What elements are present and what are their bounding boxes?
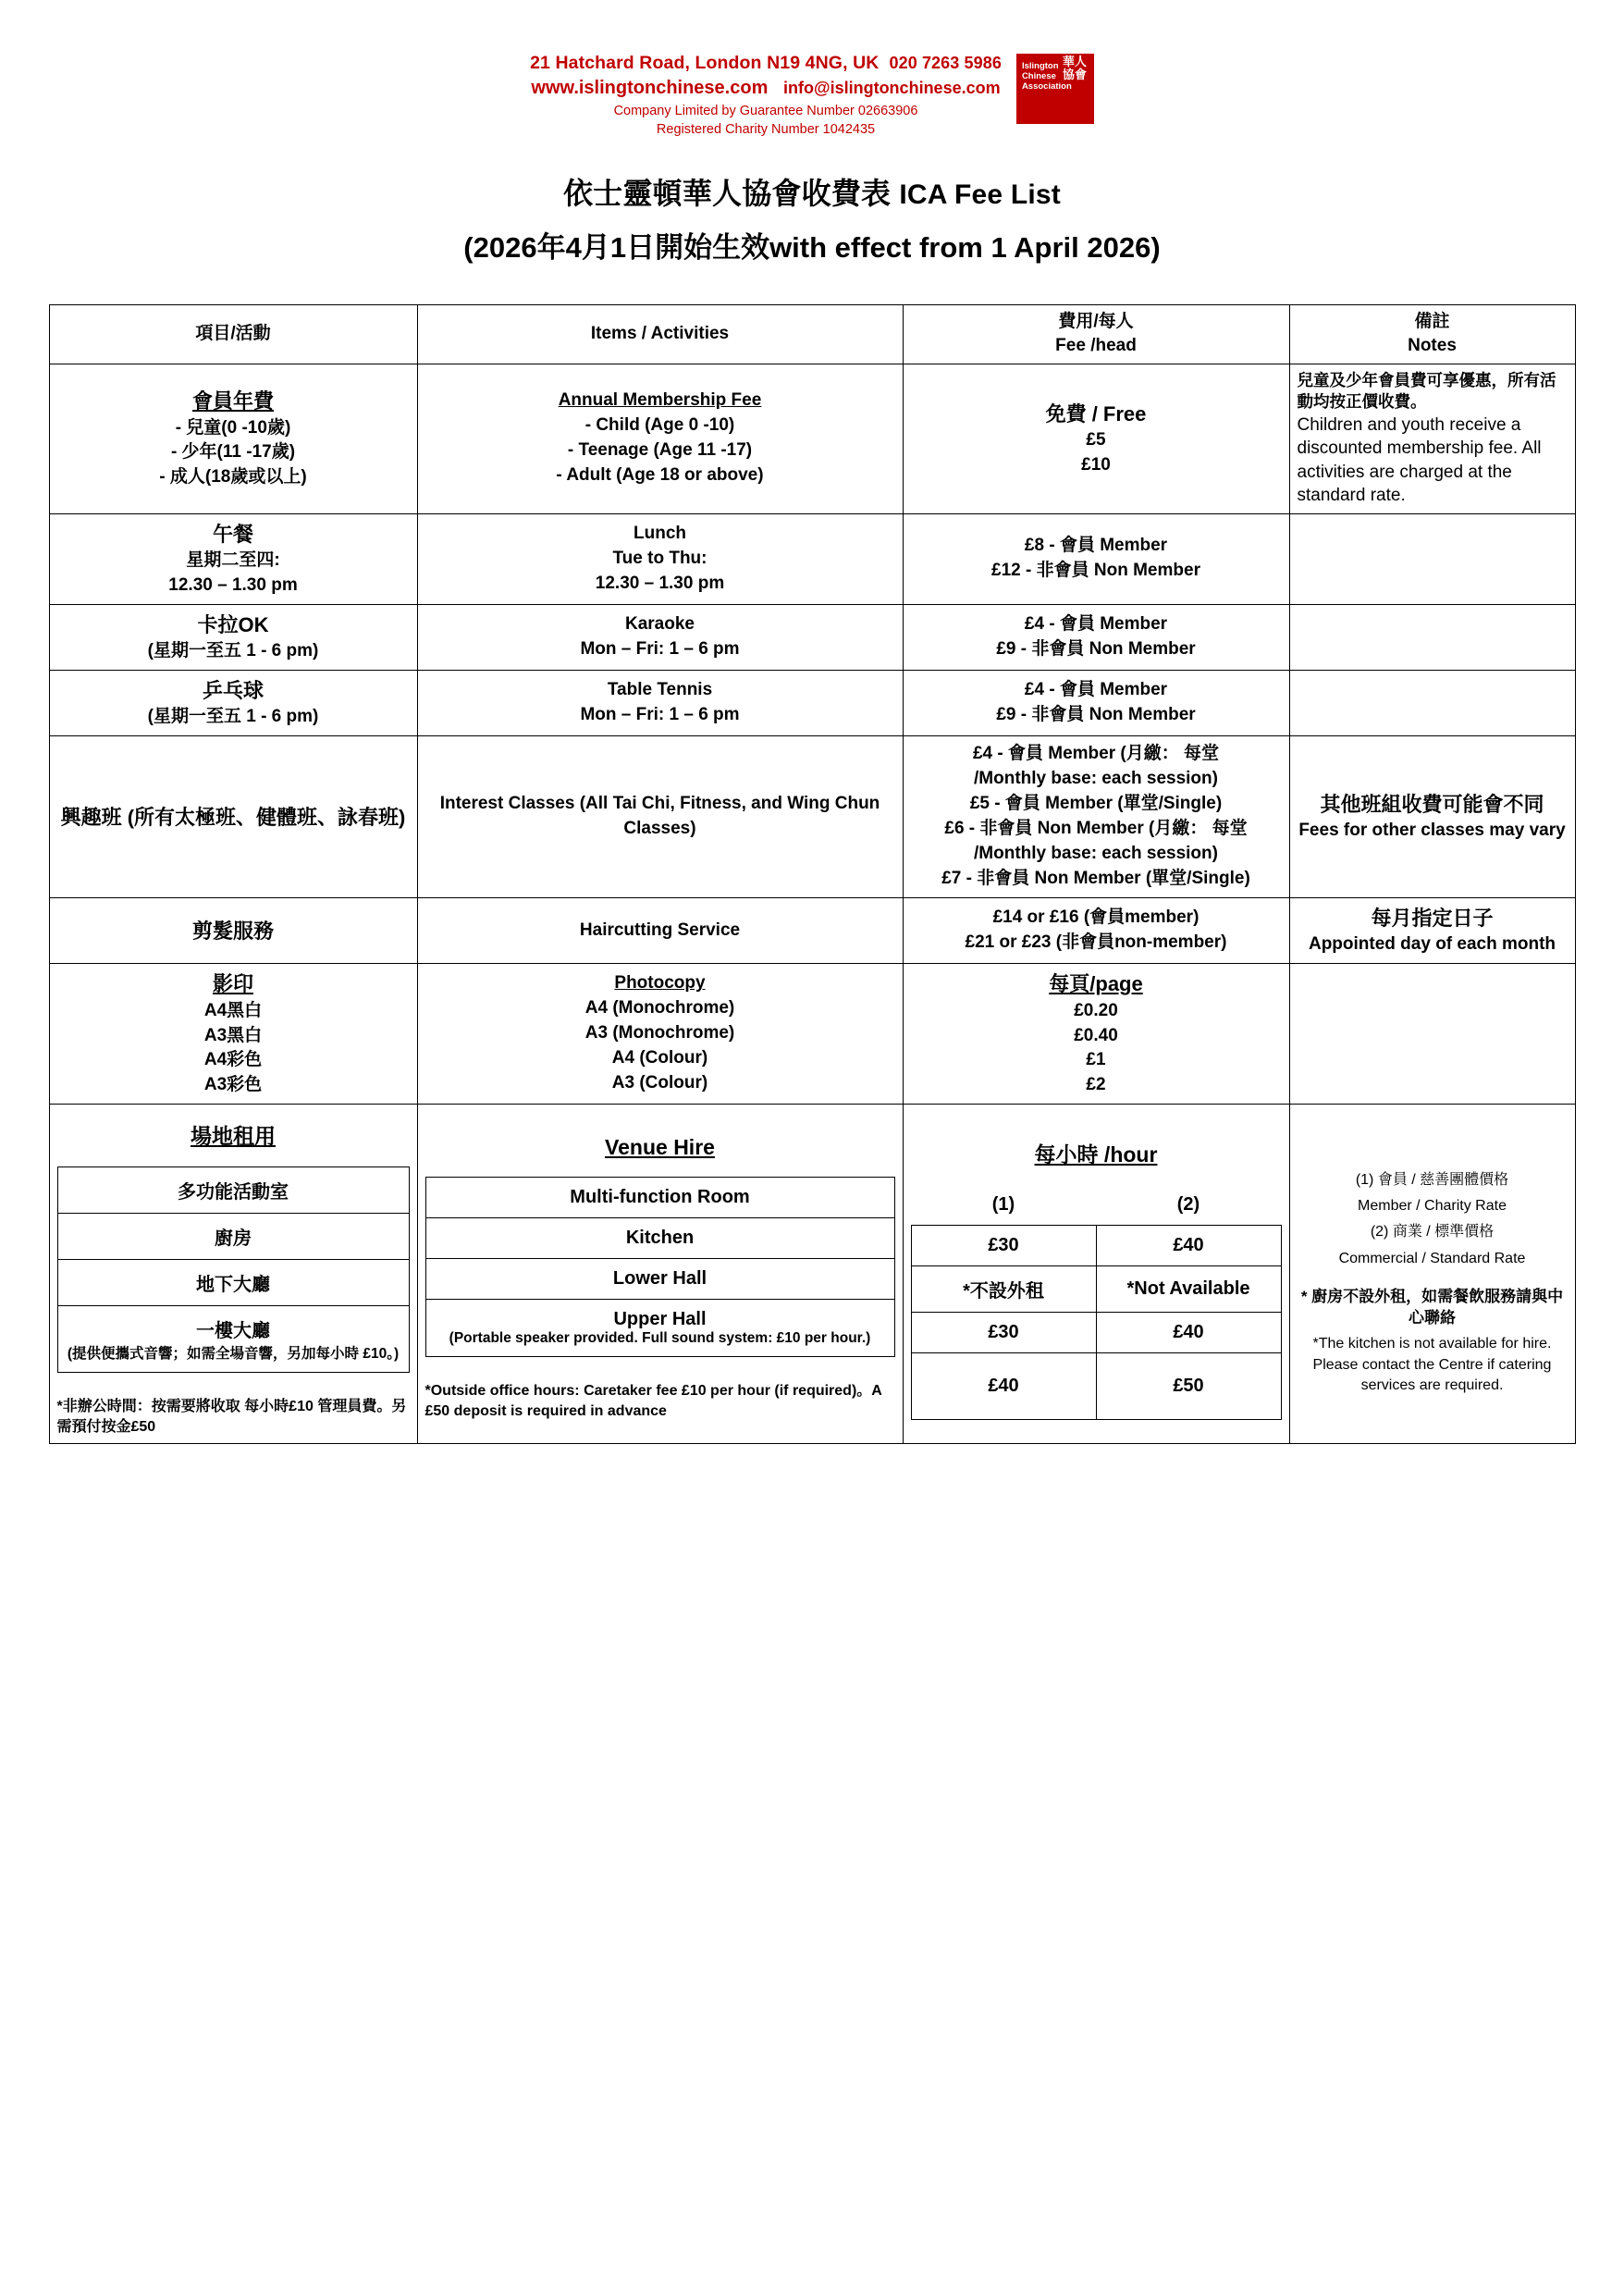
photocopy-item-cn-4: A3彩色 — [203, 1075, 263, 1095]
venue-rate-row — [911, 1352, 1281, 1419]
haircut-title-cn: 剪髮服務 — [191, 919, 274, 943]
classes-title-cn: 興趣班 (所有太極班、健體班、詠春班) — [60, 805, 406, 829]
header-col-1: 項目/活動 — [49, 304, 417, 364]
title-effective-date: (2026年4月1日開始生效with effect from 1 April 2026) — [463, 230, 1161, 264]
row-haircut-col1 — [49, 898, 417, 964]
row-classes-col1 — [49, 736, 417, 898]
membership-title-en: Annual Membership Fee — [558, 390, 762, 411]
room-cn-kitchen: 廚房 — [57, 1214, 409, 1260]
title-line-1 — [0, 170, 1624, 213]
lunch-fee-member: £8 - 會員 Member — [1024, 536, 1168, 556]
row-membership-col1 — [49, 364, 417, 514]
membership-note-cn: 兒童及少年會員費可享優惠，所有活動均按正價收費。 — [1297, 371, 1556, 412]
photocopy-fee-title: 每頁/page — [1049, 972, 1143, 996]
venue-room-row — [425, 1178, 894, 1218]
charity-number-line: Registered Charity Number 1042435 — [656, 122, 876, 138]
photocopy-item-en-4: A3 (Colour) — [611, 1073, 708, 1093]
tabletennis-time-cn: (星期一至五 1 - 6 pm) — [147, 707, 319, 727]
row-karaoke-fee — [903, 604, 1289, 670]
classes-fee-2: £5 - 會員 Member (單堂/Single) — [969, 794, 1223, 814]
row-photocopy-col2 — [417, 964, 903, 1105]
classes-fee-1: £4 - 會員 Member (月繳： 每堂 — [972, 744, 1220, 764]
row-classes-col2 — [417, 736, 903, 898]
row-photocopy-col1 — [49, 964, 417, 1105]
header-col-4-cn: 備註 — [1414, 311, 1450, 331]
venue-rate-row — [911, 1312, 1281, 1352]
venue-col4-notes — [1289, 1105, 1575, 1443]
haircut-title-en: Haircutting Service — [579, 920, 741, 940]
lunch-title-en: Lunch — [634, 523, 686, 543]
karaoke-title-cn: 卡拉OK — [197, 612, 269, 636]
venue-footnote-cn: *非辦公時間：按需要將收取 每小時£10 管理員費。另需預付按金£50 — [56, 1399, 407, 1435]
photocopy-fee-1: £0.20 — [1074, 1000, 1118, 1020]
venue-rooms-en-table — [425, 1177, 895, 1357]
rate-lowerhall-2: £40 — [1096, 1312, 1281, 1352]
room-en-lowerhall: Lower Hall — [425, 1259, 894, 1300]
row-photocopy-notes — [1289, 964, 1575, 1105]
row-lunch-notes — [1289, 513, 1575, 604]
classes-fee-1b: /Monthly base: each session) — [974, 769, 1218, 789]
rate-multifunction-2: £40 — [1096, 1225, 1281, 1265]
venue-col1 — [49, 1105, 417, 1443]
membership-item-en-3: - Adult (Age 18 or above) — [556, 465, 764, 486]
venue-title-en: Venue Hire — [605, 1135, 715, 1160]
membership-fee-1: 免費 / Free — [1045, 401, 1147, 426]
room-cn-multifunction: 多功能活動室 — [57, 1167, 409, 1214]
row-tabletennis-fee — [903, 671, 1289, 736]
rate-col-1-label: (1) — [991, 1193, 1015, 1215]
haircut-note-en: Appointed day of each month — [1308, 934, 1556, 955]
venue-note-1-cn: (1) 會員 / 慈善團體價格 — [1355, 1172, 1509, 1189]
karaoke-time-cn: (星期一至五 1 - 6 pm) — [147, 641, 319, 661]
row-tabletennis-notes — [1289, 671, 1575, 736]
venue-room-row — [57, 1260, 409, 1306]
header-address-line — [530, 52, 1002, 75]
room-en-upperhall — [425, 1300, 894, 1357]
venue-col3 — [903, 1105, 1289, 1443]
membership-note-en: Children and youth receive a discounted membership fee. All activities are charged at the standard rate. — [1297, 414, 1542, 506]
header-col-3 — [903, 304, 1289, 364]
photocopy-fee-4: £2 — [1086, 1075, 1106, 1095]
rate-upperhall-1: £40 — [911, 1352, 1096, 1419]
title-english: ICA Fee List — [899, 179, 1061, 210]
room-en-kitchen: Kitchen — [425, 1218, 894, 1259]
photocopy-fee-2: £0.40 — [1074, 1025, 1118, 1045]
venue-note-kitchen-en: *The kitchen is not available for hire. Please contact the Centre if catering services are required. — [1312, 1336, 1552, 1393]
venue-rates-table — [911, 1185, 1282, 1420]
lunch-time-en: 12.30 – 1.30 pm — [595, 573, 725, 593]
row-karaoke-notes — [1289, 604, 1575, 670]
venue-note-kitchen-cn: * 廚房不設外租，如需餐飲服務請與中心聯絡 — [1300, 1287, 1564, 1327]
venue-note-1-en: Member / Charity Rate — [1358, 1198, 1507, 1215]
website-link[interactable]: www.islingtonchinese.com — [531, 77, 769, 98]
venue-rate-title: 每小時 /hour — [1034, 1142, 1158, 1167]
row-membership-notes — [1289, 364, 1575, 514]
table-row — [49, 898, 1575, 964]
lunch-fee-nonmember: £12 - 非會員 Non Member — [991, 561, 1200, 581]
row-lunch-col1 — [49, 513, 417, 604]
membership-fee-3: £10 — [1081, 454, 1111, 475]
lunch-days-cn: 星期二至四: — [186, 549, 280, 570]
row-karaoke-col2 — [417, 604, 903, 670]
table-row — [49, 364, 1575, 514]
classes-fee-3: £6 - 非會員 Non Member (月繳： 每堂 — [944, 819, 1248, 839]
photocopy-item-cn-2: A3黑白 — [203, 1025, 263, 1045]
venue-rate-row — [911, 1225, 1281, 1265]
photocopy-title-cn: 影印 — [212, 972, 253, 996]
photocopy-title-en: Photocopy — [614, 973, 706, 994]
membership-item-cn-2: - 少年(11 -17歲) — [170, 442, 296, 463]
email-link[interactable]: info@islingtonchinese.com — [783, 78, 1001, 97]
venue-rate-row — [911, 1265, 1281, 1312]
karaoke-fee-nonmember: £9 - 非會員 Non Member — [996, 638, 1196, 659]
venue-notes-block — [1298, 1146, 1568, 1395]
classes-fee-4: £7 - 非會員 Non Member (單堂/Single) — [941, 869, 1250, 889]
karaoke-time-en: Mon – Fri: 1 – 6 pm — [580, 638, 740, 659]
rate-upperhall-2: £50 — [1096, 1352, 1281, 1419]
row-photocopy-fee — [903, 964, 1289, 1105]
room-en-multifunction: Multi-function Room — [425, 1178, 894, 1218]
room-cn-upperhall — [57, 1306, 409, 1373]
classes-fee-3b: /Monthly base: each session) — [974, 844, 1218, 864]
membership-title-cn: 會員年費 — [191, 389, 274, 414]
venue-room-row — [57, 1306, 409, 1373]
tabletennis-fee-nonmember: £9 - 非會員 Non Member — [996, 705, 1196, 725]
row-membership-fee — [903, 364, 1289, 514]
venue-room-row — [425, 1300, 894, 1357]
address-text: 21 Hatchard Road, London N19 4NG, UK — [530, 53, 880, 73]
header-contact-block — [530, 52, 1002, 139]
membership-fee-2: £5 — [1086, 430, 1106, 450]
table-row — [49, 671, 1575, 736]
rate-kitchen-1: *不設外租 — [911, 1265, 1096, 1312]
logo-chinese-text: 華人協會 — [1062, 55, 1087, 81]
rate-multifunction-1: £30 — [911, 1225, 1096, 1265]
venue-note-2-en: Commercial / Standard Rate — [1338, 1250, 1526, 1266]
header-col-4 — [1289, 304, 1575, 364]
venue-rate-header-row — [911, 1185, 1281, 1226]
karaoke-title-en: Karaoke — [625, 614, 695, 634]
venue-room-row — [425, 1218, 894, 1259]
karaoke-fee-member: £4 - 會員 Member — [1024, 614, 1168, 634]
membership-item-cn-1: - 兒童(0 -10歲) — [175, 417, 291, 438]
header-col-3-cn: 費用/每人 — [1058, 311, 1134, 331]
venue-title-cn: 場地租用 — [191, 1124, 276, 1149]
rate-kitchen-2: *Not Available — [1096, 1265, 1281, 1312]
ica-logo — [1016, 54, 1094, 124]
classes-note-cn: 其他班組收費可能會不同 — [1320, 793, 1544, 817]
venue-room-row — [57, 1167, 409, 1214]
table-header-row — [49, 304, 1575, 364]
venue-col2 — [417, 1105, 903, 1443]
rate-col-2-label: (2) — [1176, 1193, 1200, 1215]
table-row — [49, 736, 1575, 898]
room-cn-upperhall-note: (提供便攜式音響；如需全場音響，另加每小時 £10。) — [67, 1346, 400, 1363]
room-en-upperhall-note: (Portable speaker provided. Full sound system: £10 per hour.) — [449, 1330, 871, 1347]
room-en-upperhall-name: Upper Hall — [613, 1309, 707, 1330]
title-chinese: 依士靈頓華人協會收費表 — [563, 176, 892, 210]
venue-footnote-en: *Outside office hours: Caretaker fee £10 per hour (if required)。A £50 deposit is required in advance — [424, 1383, 882, 1419]
tabletennis-time-en: Mon – Fri: 1 – 6 pm — [580, 705, 740, 725]
photocopy-item-en-3: A4 (Colour) — [611, 1048, 708, 1068]
header-col-4-en: Notes — [1408, 336, 1457, 356]
venue-room-row — [57, 1214, 409, 1260]
row-lunch-col2 — [417, 513, 903, 604]
logo-english-text: Islington Chinese Association — [1021, 61, 1072, 93]
document-header — [0, 0, 1624, 139]
page-title — [0, 170, 1624, 265]
photocopy-item-en-2: A3 (Monochrome) — [584, 1023, 735, 1043]
row-lunch-fee — [903, 513, 1289, 604]
row-tabletennis-col2 — [417, 671, 903, 736]
header-col-3-en: Fee /head — [1055, 336, 1137, 356]
header-web-line — [530, 77, 1002, 101]
tabletennis-title-en: Table Tennis — [607, 680, 713, 700]
classes-note-en: Fees for other classes may vary — [1298, 821, 1566, 841]
membership-item-en-2: - Teenage (Age 11 -17) — [567, 440, 753, 461]
row-haircut-fee — [903, 898, 1289, 964]
photocopy-fee-3: £1 — [1086, 1050, 1106, 1070]
fee-table — [49, 304, 1576, 1444]
row-classes-notes — [1289, 736, 1575, 898]
phone-number: 020 7263 5986 — [889, 54, 1002, 72]
membership-item-en-1: - Child (Age 0 -10) — [584, 415, 735, 436]
table-row — [49, 604, 1575, 670]
photocopy-item-en-1: A4 (Monochrome) — [584, 998, 735, 1018]
haircut-note-cn: 每月指定日子 — [1371, 907, 1494, 931]
row-classes-fee — [903, 736, 1289, 898]
header-col-2: Items / Activities — [417, 304, 903, 364]
haircut-fee-member: £14 or £16 (會員member) — [992, 907, 1200, 928]
room-cn-upperhall-name: 一樓大廳 — [196, 1321, 270, 1342]
row-tabletennis-col1 — [49, 671, 417, 736]
venue-note-2-cn: (2) 商業 / 標準價格 — [1370, 1224, 1495, 1241]
haircut-fee-nonmember: £21 or £23 (非會員non-member) — [965, 932, 1227, 953]
lunch-days-en: Tue to Thu: — [612, 548, 707, 568]
photocopy-item-cn-3: A4彩色 — [203, 1050, 263, 1070]
row-karaoke-col1 — [49, 604, 417, 670]
company-number-line: Company Limited by Guarantee Number 02663906 — [613, 103, 918, 118]
lunch-title-cn: 午餐 — [212, 522, 253, 546]
lunch-time-cn: 12.30 – 1.30 pm — [168, 574, 298, 595]
tabletennis-title-cn: 乒乓球 — [202, 679, 264, 703]
rate-lowerhall-1: £30 — [911, 1312, 1096, 1352]
table-row — [49, 964, 1575, 1105]
venue-rooms-cn-table — [57, 1167, 410, 1373]
photocopy-item-cn-1: A4黑白 — [203, 1000, 263, 1020]
table-row — [49, 513, 1575, 604]
tabletennis-fee-member: £4 - 會員 Member — [1024, 680, 1168, 700]
row-haircut-col2 — [417, 898, 903, 964]
classes-title-en: Interest Classes (All Tai Chi, Fitness, and Wing Chun Classes) — [439, 794, 880, 839]
membership-item-cn-3: - 成人(18歲或以上) — [159, 467, 307, 488]
venue-room-row — [425, 1259, 894, 1300]
row-haircut-notes — [1289, 898, 1575, 964]
room-cn-lowerhall: 地下大廳 — [57, 1260, 409, 1306]
table-row-venue — [49, 1105, 1575, 1443]
row-membership-col2 — [417, 364, 903, 514]
